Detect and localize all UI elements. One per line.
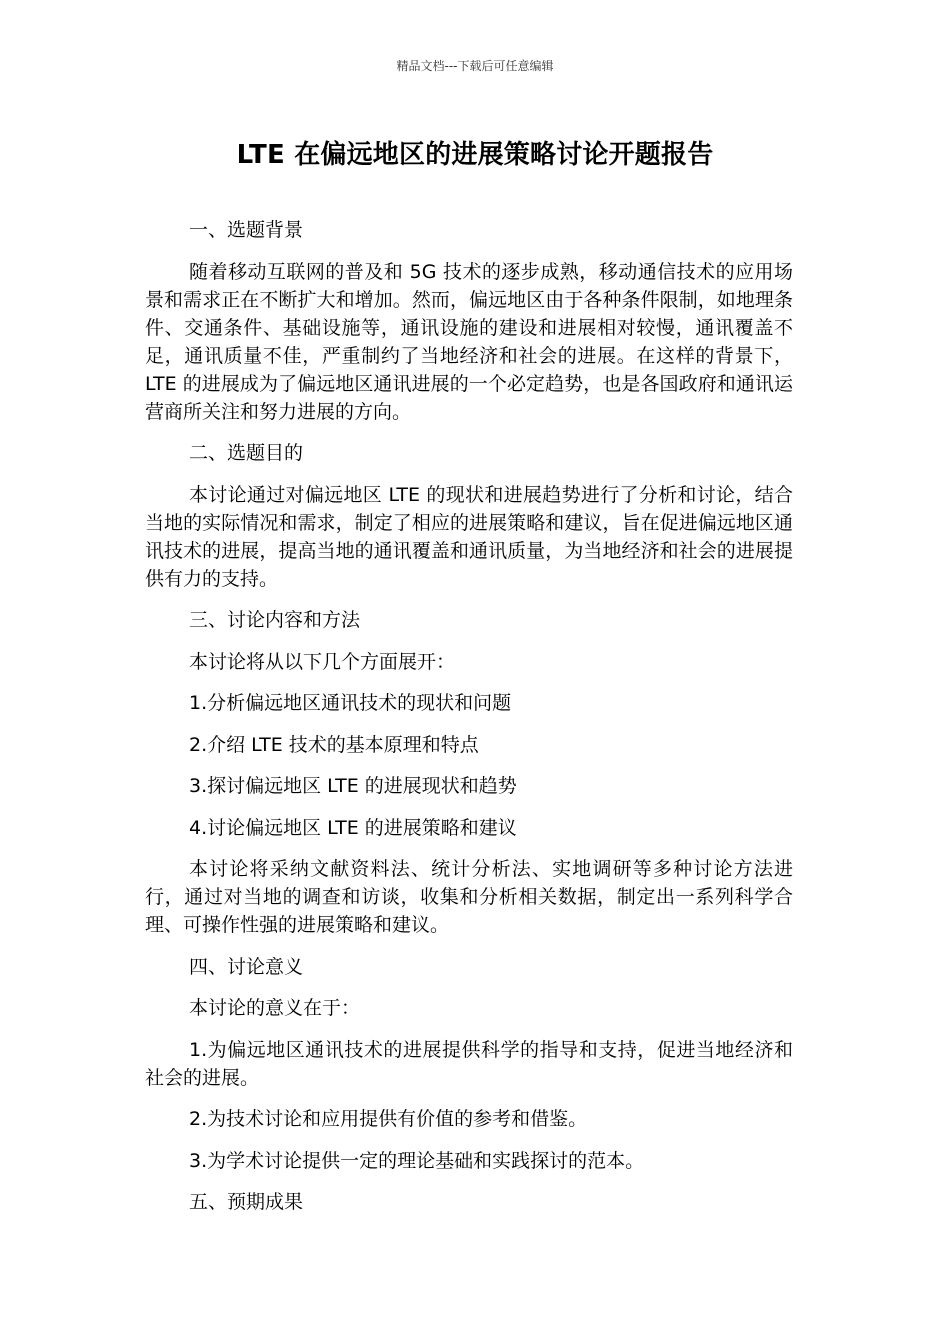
section-heading-purpose: 二、选题目的 bbox=[189, 442, 304, 464]
section-heading-expected-results: 五、预期成果 bbox=[189, 1191, 304, 1213]
list-item: 1.为偏远地区通讯技术的进展提供科学的指导和支持，促进当地经济和社会的进展。 bbox=[145, 1038, 793, 1089]
list-item: 2.为技术讨论和应用提供有价值的参考和借鉴。 bbox=[189, 1108, 588, 1130]
section-heading-significance: 四、讨论意义 bbox=[189, 955, 304, 978]
page-header-note: 精品文档---下载后可任意编辑 bbox=[396, 59, 554, 73]
list-item: 1.分析偏远地区通讯技术的现状和问题 bbox=[189, 692, 512, 714]
paragraph-purpose: 本讨论通过对偏远地区 LTE 的现状和进展趋势进行了分析和讨论，结合当地的实际情况和需求，制定了相应的进展策略和建议，旨在促进偏远地区通讯技术的进展，提高当地的通讯覆盖和通讯质量，为当地经济和社会的进展提供有力的支持。 bbox=[145, 483, 793, 590]
document-title: LTE 在偏远地区的进展策略讨论开题报告 bbox=[236, 140, 714, 170]
paragraph-background: 随着移动互联网的普及和 5G 技术的逐步成熟，移动通信技术的应用场景和需求正在不断扩大和增加。然而，偏远地区由于各种条件限制，如地理条件、交通条件、基础设施等，通讯设施的建设和进展相对较慢，通讯覆盖不足，通讯质量不佳，严重制约了当地经济和社会的进展。在这样的背景下，LTE 的进展成为了偏远地区通讯进展的一个必定趋势，也是各国政府和通讯运营商所关注和努力进展的方向。 bbox=[145, 260, 793, 423]
list-item: 3.探讨偏远地区 LTE 的进展现状和趋势 bbox=[189, 775, 517, 797]
list-item: 2.介绍 LTE 技术的基本原理和特点 bbox=[189, 733, 479, 756]
list-item: 3.为学术讨论提供一定的理论基础和实践探讨的范本。 bbox=[189, 1149, 645, 1172]
document-body bbox=[145, 216, 793, 1230]
list-item: 4.讨论偏远地区 LTE 的进展策略和建议 bbox=[189, 816, 517, 839]
paragraph-intro: 本讨论将从以下几个方面展开： bbox=[189, 650, 456, 673]
section-heading-content-methods: 三、讨论内容和方法 bbox=[189, 609, 361, 631]
paragraph-methods: 本讨论将采纳文献资料法、统计分析法、实地调研等多种讨论方法进行，通过对当地的调查和访谈，收集和分析相关数据，制定出一系列科学合理、可操作性强的进展策略和建议。 bbox=[145, 858, 793, 936]
section-heading-background: 一、选题背景 bbox=[189, 219, 304, 241]
paragraph-significance-intro: 本讨论的意义在于： bbox=[189, 997, 361, 1019]
